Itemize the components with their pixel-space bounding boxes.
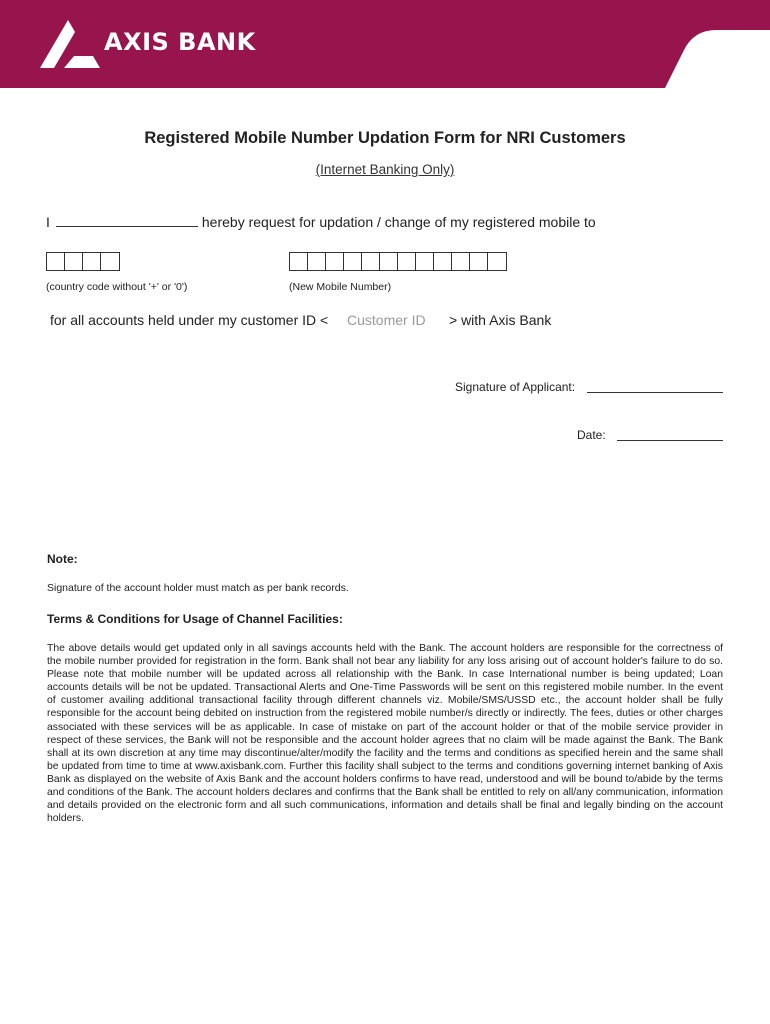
form-subtitle: (Internet Banking Only)	[315, 162, 455, 177]
country-code-caption: (country code without '+' or '0')	[46, 281, 188, 293]
mobile-digit-box[interactable]	[470, 253, 488, 270]
mobile-digit-box[interactable]	[398, 253, 416, 270]
name-blank-field[interactable]	[56, 214, 198, 227]
note-heading: Note:	[47, 552, 78, 566]
country-code-box[interactable]	[101, 253, 119, 270]
header-banner	[0, 0, 770, 88]
request-line	[46, 214, 596, 230]
mobile-digit-box[interactable]	[416, 253, 434, 270]
request-prefix: I	[46, 214, 50, 230]
country-code-box[interactable]	[47, 253, 65, 270]
mobile-digit-box[interactable]	[344, 253, 362, 270]
country-code-box[interactable]	[83, 253, 101, 270]
mobile-digit-box[interactable]	[380, 253, 398, 270]
form-title: Registered Mobile Number Updation Form for NRI Customers	[144, 129, 626, 147]
mobile-number-boxes[interactable]	[289, 252, 507, 271]
terms-heading: Terms & Conditions for Usage of Channel Facilities:	[47, 612, 343, 626]
brand-name: AXIS BANK	[104, 28, 256, 56]
terms-text: The above details would get updated only in all savings accounts held with the Bank. The account holders are responsible for the correctness of the mobile number provided for registration in the form. Bank shall not bear any liability for any loss arising out of account holder's failure to do so. Please note that mobile number will be updated across all relationship with the Bank. In case International number is being updated; Loan accounts details will be not be updated. Transactional Alerts and One-Time Passwords will be sent on this registered mobile number. In the event of customer availing additional transactional facility through different channels viz. Mobile/SMS/USSD etc., the account holder shall be fully responsible for the account being debited on instruction from the registered mobile number/s directly or indirectly. The fees, duties or other charges associated with these services will be as applicable. In case of mistake on part of the account holder or that of the mobile service provider in respect of these services, the Bank will not be responsible and the account holder agrees that no claim will be made against the Bank. The Bank shall at its own discretion at any time may discontinue/alter/modify the facility and the terms and conditions as specified herein and the same shall be updated from time to time at www.axisbank.com. Further this facility shall subject to the terms and conditions governing internet banking of Axis Bank as displayed on the website of Axis Bank and the account holders confirms to have read, understood and will be bound to/abide by the terms and conditions of the Bank. The account holders declares and confirms that the Bank shall be entitled to rely on all/any communication, information and details provided on the electronic form and all such communications, information and details shall be final and legally binding on the account holders.	[47, 643, 723, 825]
accounts-text: for all accounts held under my customer ID <	[50, 312, 329, 328]
mobile-digit-box[interactable]	[308, 253, 326, 270]
customer-id-field[interactable]: Customer ID	[347, 312, 426, 328]
date-field[interactable]	[617, 440, 723, 441]
request-text: hereby request for updation / change of my registered mobile to	[201, 214, 596, 230]
mobile-digit-box[interactable]	[362, 253, 380, 270]
accounts-suffix: > with Axis Bank	[449, 312, 552, 328]
mobile-digit-box[interactable]	[326, 253, 344, 270]
mobile-digit-box[interactable]	[434, 253, 452, 270]
mobile-number-caption: (New Mobile Number)	[289, 281, 392, 293]
note-text: Signature of the account holder must match as per bank records.	[47, 582, 349, 594]
date-label: Date:	[577, 428, 606, 442]
signature-label: Signature of Applicant:	[455, 380, 576, 394]
mobile-digit-box[interactable]	[290, 253, 308, 270]
signature-field[interactable]	[587, 392, 723, 393]
mobile-digit-box[interactable]	[488, 253, 506, 270]
country-code-box[interactable]	[65, 253, 83, 270]
mobile-digit-box[interactable]	[452, 253, 470, 270]
country-code-boxes[interactable]	[46, 252, 120, 271]
